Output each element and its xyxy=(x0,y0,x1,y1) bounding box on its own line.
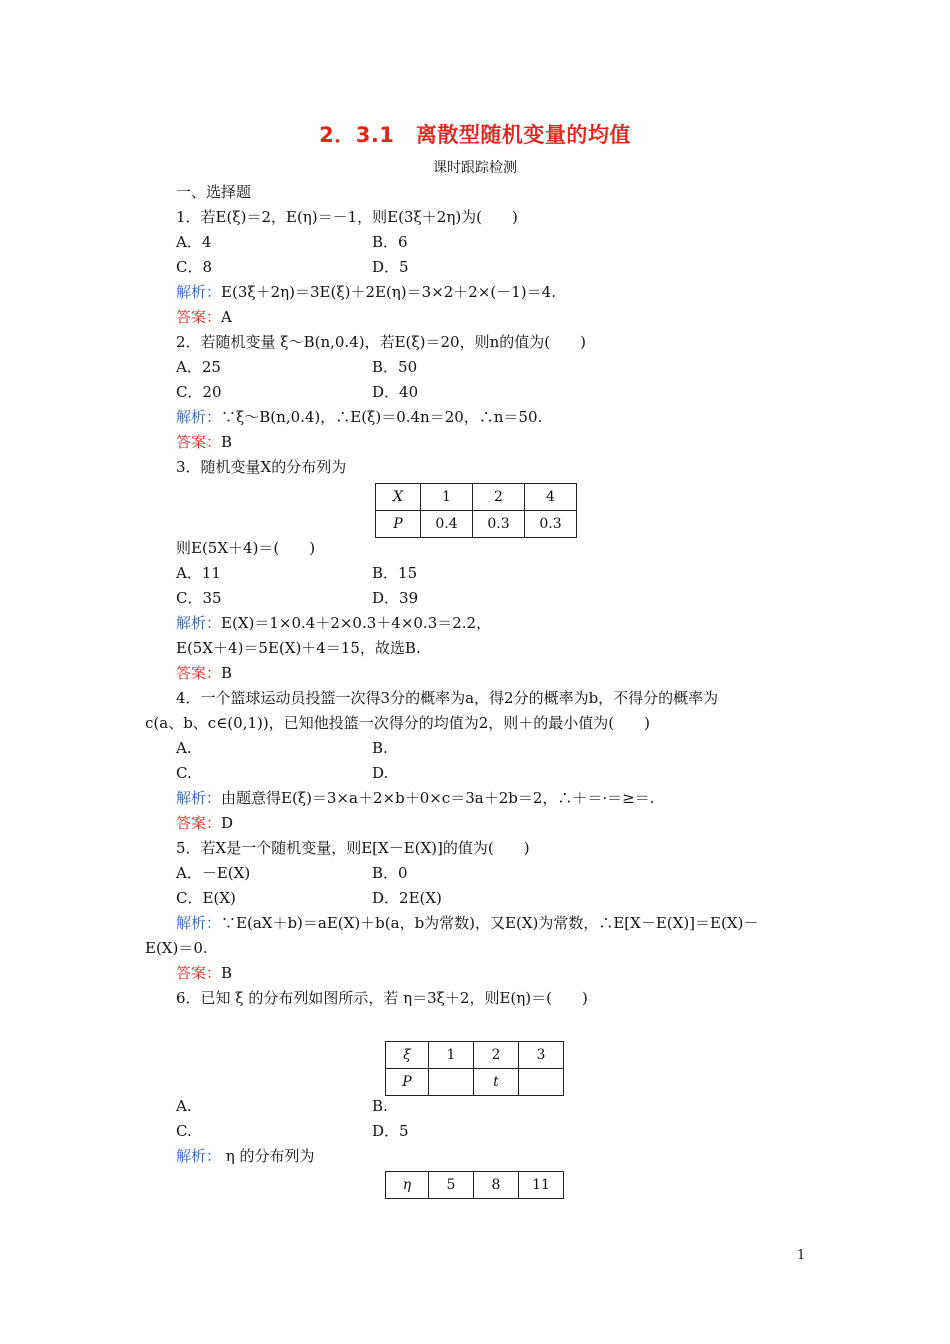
q6-option-a: A. xyxy=(176,1097,192,1115)
analysis-label: 解析： xyxy=(176,408,222,426)
table-cell: t xyxy=(474,1069,519,1096)
q6-analysis xyxy=(176,1146,315,1166)
table-cell xyxy=(429,1069,474,1096)
q1-option-b: B．6 xyxy=(372,233,408,251)
analysis-label: 解析： xyxy=(176,789,222,807)
analysis-text: η 的分布列为 xyxy=(221,1147,315,1165)
page-number: 1 xyxy=(797,1248,806,1263)
q2-answer xyxy=(176,432,232,452)
table-cell: 3 xyxy=(519,1042,564,1069)
q5-option-b: B．0 xyxy=(372,864,408,882)
q6-option-d: D．5 xyxy=(372,1122,409,1140)
table-cell: 1 xyxy=(421,484,473,511)
q5-analysis-line2: E(X)＝0. xyxy=(145,939,208,957)
q4-option-a: A. xyxy=(176,739,192,757)
answer-text: D xyxy=(221,814,234,832)
q3-stem: 3．随机变量X的分布列为 xyxy=(176,458,347,476)
q5-option-c: C．E(X) xyxy=(176,889,236,907)
q3-analysis xyxy=(176,613,491,633)
analysis-label: 解析： xyxy=(176,283,222,301)
answer-label: 答案： xyxy=(176,814,222,832)
table-row xyxy=(386,1042,564,1069)
q4-analysis xyxy=(176,788,655,808)
q3-option-c: C．35 xyxy=(176,589,222,607)
table-cell: 5 xyxy=(429,1172,474,1199)
q3-option-d: D．39 xyxy=(372,589,419,607)
table-cell: 0.4 xyxy=(421,511,473,538)
q6-distribution-table xyxy=(385,1041,564,1096)
table-row xyxy=(376,484,577,511)
table-cell: 2 xyxy=(474,1042,519,1069)
table-row xyxy=(386,1172,564,1199)
table-cell: 2 xyxy=(473,484,525,511)
answer-text: B xyxy=(221,964,233,982)
q1-stem: 1．若E(ξ)＝2，E(η)＝－1，则E(3ξ＋2η)为( ) xyxy=(176,208,518,226)
analysis-label: 解析： xyxy=(176,614,222,632)
table-row xyxy=(376,511,577,538)
q6-option-b: B. xyxy=(372,1097,388,1115)
answer-label: 答案： xyxy=(176,308,222,326)
q6-stem: 6．已知 ξ 的分布列如图所示，若 η＝3ξ＋2，则E(η)＝( ) xyxy=(176,989,588,1007)
answer-text: B xyxy=(221,664,233,682)
q2-option-b: B．50 xyxy=(372,358,418,376)
analysis-label: 解析： xyxy=(176,914,222,932)
q5-option-a: A．－E(X) xyxy=(176,864,251,882)
analysis-text: ∵E(aX＋b)＝aE(X)＋b(a，b为常数)，又E(X)为常数，∴E[X－E(X)]＝E(X)－ xyxy=(221,914,759,932)
q5-option-d: D．2E(X) xyxy=(372,889,442,907)
table-row xyxy=(386,1069,564,1096)
table-cell: X xyxy=(376,484,421,511)
answer-text: A xyxy=(221,308,232,326)
q2-option-c: C．20 xyxy=(176,383,222,401)
table-cell: 8 xyxy=(474,1172,519,1199)
q1-option-a: A．4 xyxy=(176,233,212,251)
table-cell: 0.3 xyxy=(525,511,577,538)
table-cell: 1 xyxy=(429,1042,474,1069)
table-cell: 11 xyxy=(519,1172,564,1199)
analysis-text: ∵ξ～B(n,0.4)，∴E(ξ)＝0.4n＝20，∴n＝50. xyxy=(221,408,543,426)
q1-option-d: D．5 xyxy=(372,258,409,276)
q5-stem: 5．若X是一个随机变量，则E[X－E(X)]的值为( ) xyxy=(176,839,530,857)
q4-answer xyxy=(176,813,233,833)
page-subtitle: 课时跟踪检测 xyxy=(433,160,517,176)
q2-option-d: D．40 xyxy=(372,383,419,401)
analysis-text: E(3ξ＋2η)＝3E(ξ)＋2E(η)＝3×2＋2×(－1)＝4. xyxy=(221,283,556,301)
q6-eta-distribution-table xyxy=(385,1171,564,1199)
table-cell: η xyxy=(386,1172,429,1199)
q3-distribution-table xyxy=(375,483,577,538)
q2-analysis xyxy=(176,407,542,427)
q2-option-a: A．25 xyxy=(176,358,221,376)
table-cell xyxy=(519,1069,564,1096)
answer-label: 答案： xyxy=(176,433,222,451)
q6-option-c: C. xyxy=(176,1122,192,1140)
q4-option-b: B. xyxy=(372,739,388,757)
answer-text: B xyxy=(221,433,233,451)
q3-option-a: A．11 xyxy=(176,564,221,582)
table-cell: 0.3 xyxy=(473,511,525,538)
q3-ask: 则E(5X＋4)＝( ) xyxy=(176,539,316,557)
q3-analysis-line2: E(5X＋4)＝5E(X)＋4＝15，故选B. xyxy=(176,639,421,657)
answer-label: 答案： xyxy=(176,664,222,682)
table-cell: P xyxy=(376,511,421,538)
analysis-text: 由题意得E(ξ)＝3×a＋2×b＋0×c＝3a＋2b＝2，∴＋＝·＝≥＝. xyxy=(221,789,655,807)
q4-option-d: D. xyxy=(372,764,389,782)
analysis-label: 解析： xyxy=(176,1147,222,1165)
table-cell: P xyxy=(386,1069,429,1096)
q1-analysis xyxy=(176,282,556,302)
page-title: 2．3.1 离散型随机变量的均值 xyxy=(319,123,631,147)
q5-answer xyxy=(176,963,232,983)
q5-analysis xyxy=(176,913,758,933)
q2-stem: 2．若随机变量 ξ～B(n,0.4)，若E(ξ)＝20，则n的值为( ) xyxy=(176,333,586,351)
table-cell: ξ xyxy=(386,1042,429,1069)
section-heading: 一、选择题 xyxy=(176,183,252,201)
analysis-text: E(X)＝1×0.4＋2×0.3＋4×0.3＝2.2， xyxy=(221,614,492,632)
table-cell: 4 xyxy=(525,484,577,511)
q4-option-c: C. xyxy=(176,764,192,782)
q4-stem-line1: 4．一个篮球运动员投篮一次得3分的概率为a，得2分的概率为b，不得分的概率为 xyxy=(176,689,719,707)
q1-option-c: C．8 xyxy=(176,258,213,276)
q4-stem-line2: c(a、b、c∈(0,1))，已知他投篮一次得分的均值为2，则＋的最小值为( ) xyxy=(145,714,650,732)
q3-answer xyxy=(176,663,232,683)
q1-answer xyxy=(176,307,232,327)
q3-option-b: B．15 xyxy=(372,564,418,582)
answer-label: 答案： xyxy=(176,964,222,982)
